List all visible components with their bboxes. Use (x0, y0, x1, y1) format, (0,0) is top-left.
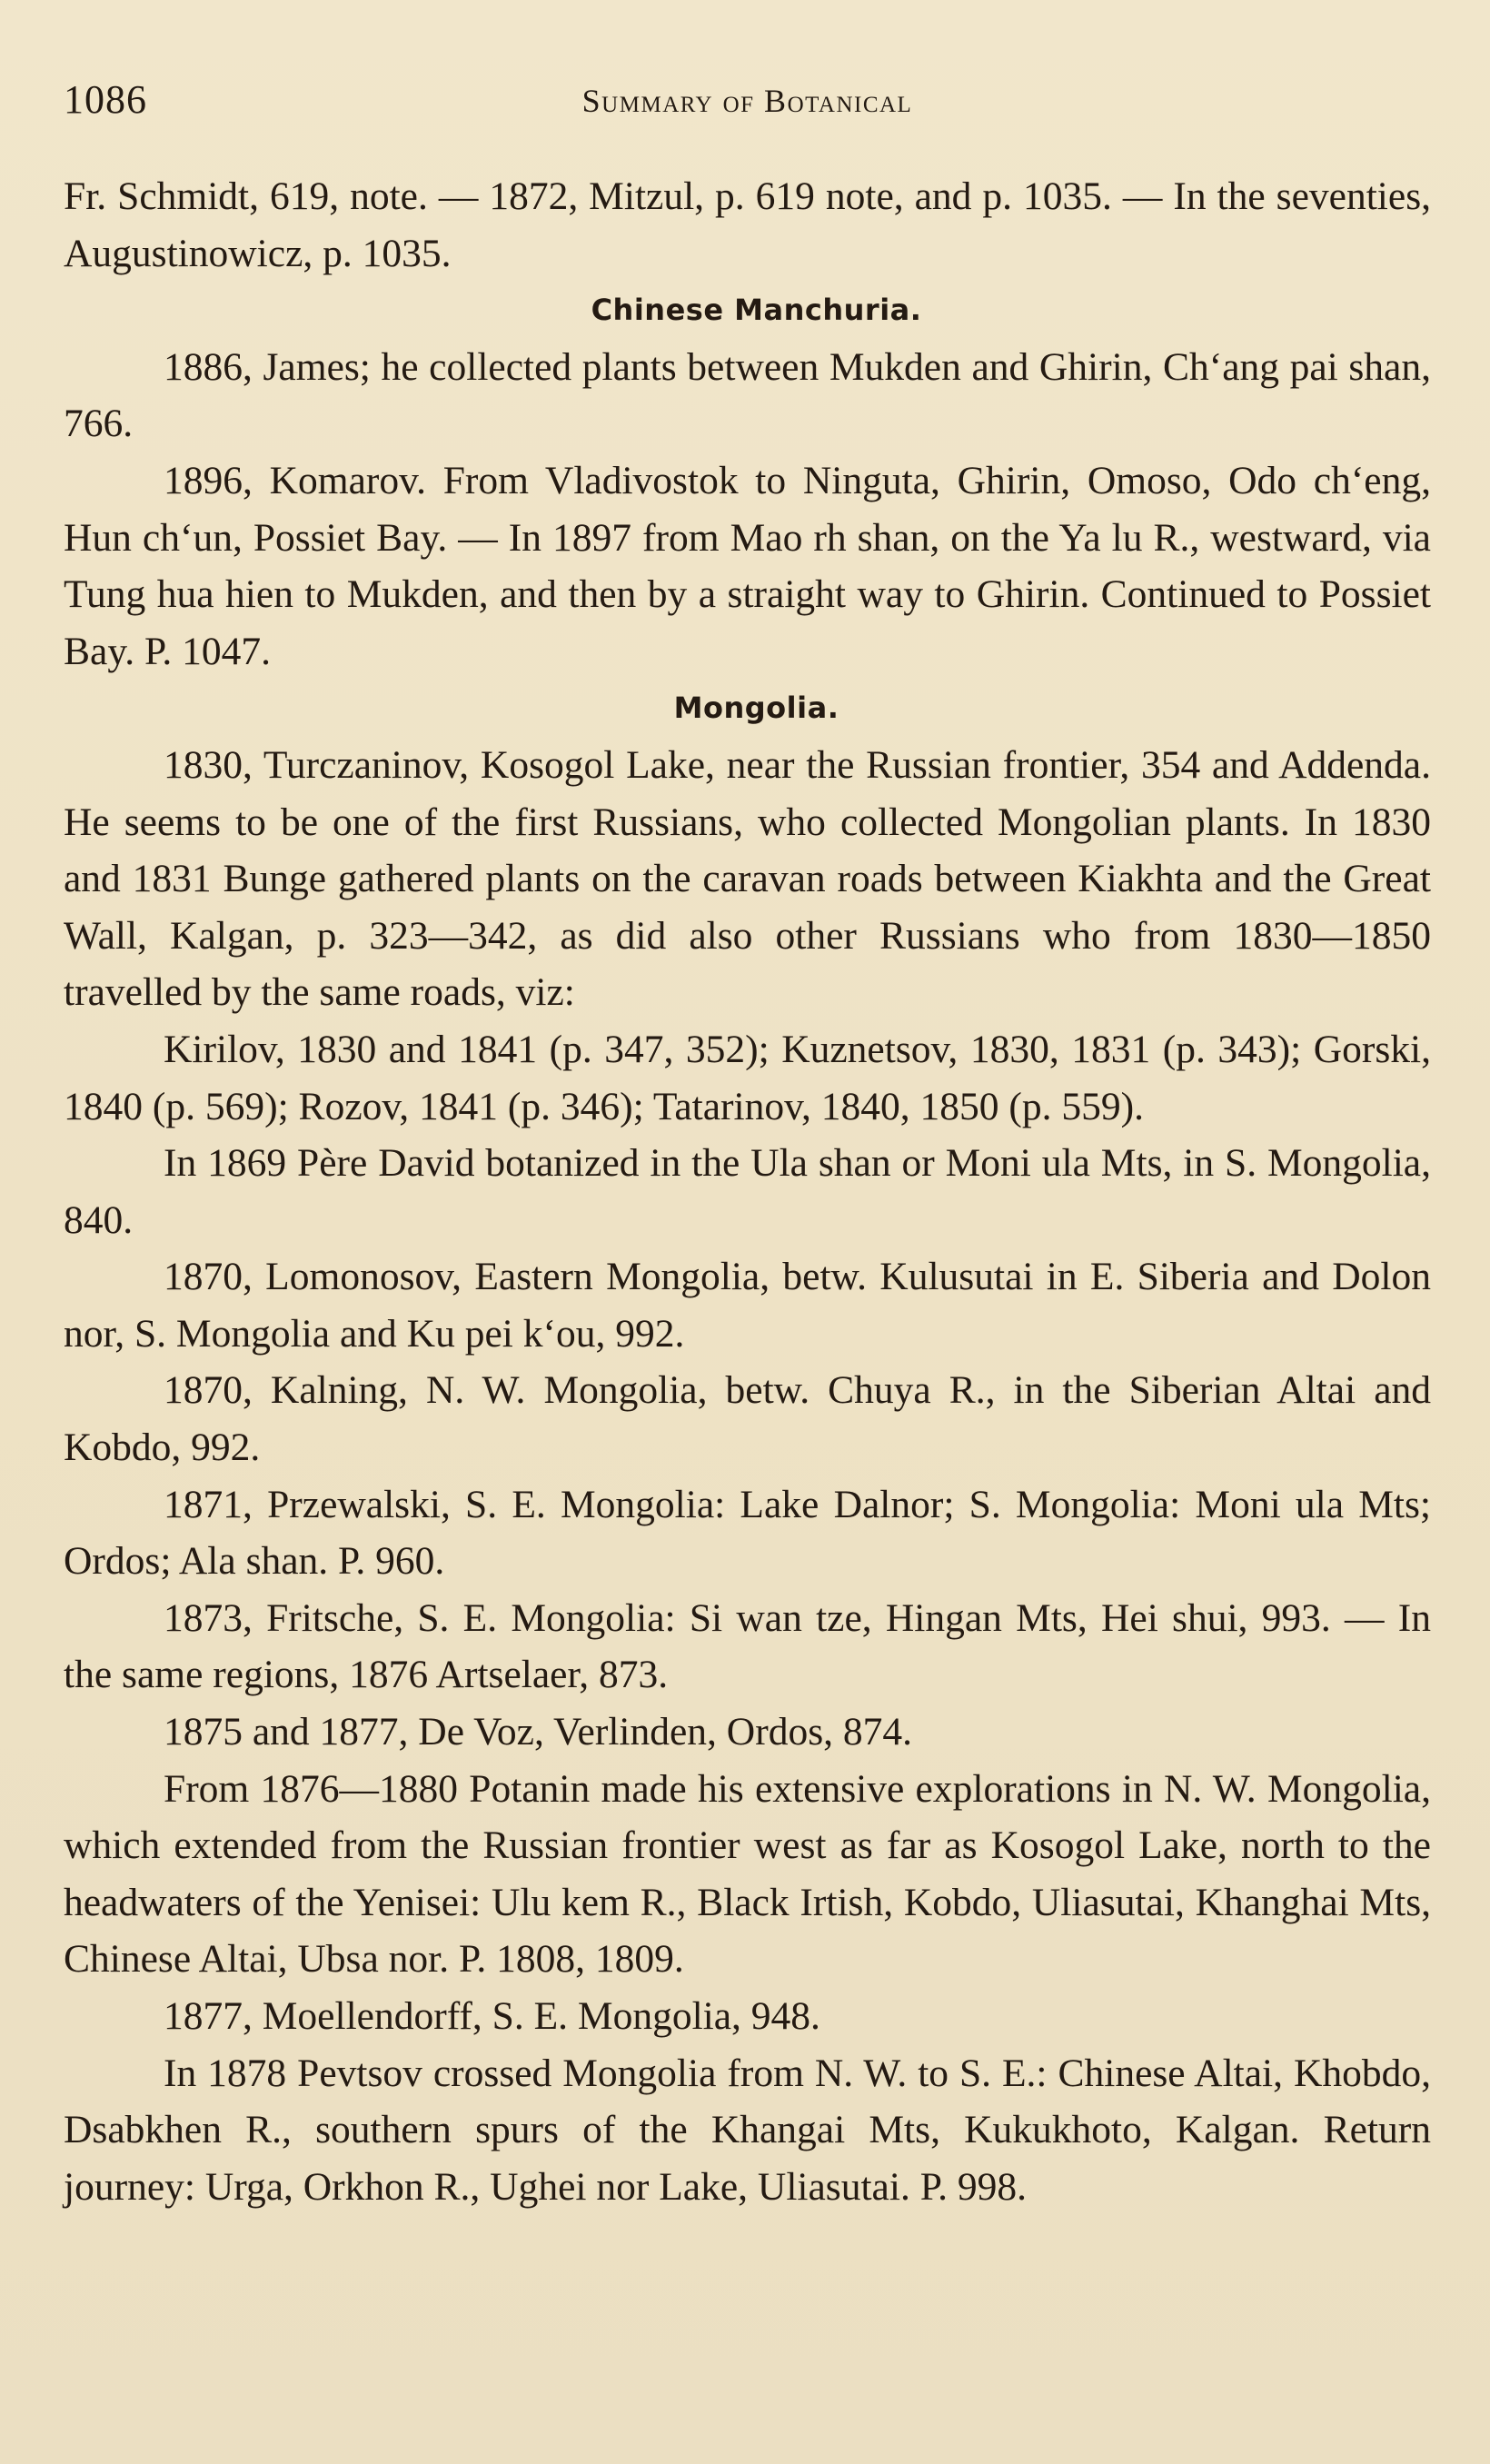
paragraph: 1896, Komarov. From Vladivostok to Ninguta, Ghirin, Omoso, Odo chʻeng, Hun chʻun, Possiet Bay. — In 1897 from Mao rh shan, on the Ya lu R., westward, via Tung hua hien to Mukden, and then by a straight way to Ghirin. Continued to Possiet Bay. P. 1047. (64, 458, 1431, 673)
continued-paragraph: Fr. Schmidt, 619, note. — 1872, Mitzul, p. 619 note, and p. 1035. — In the seventies, Augustinowicz, p. 1035. (64, 174, 1431, 275)
paragraph: 1873, Fritsche, S. E. Mongolia: Si wan tze, Hingan Mts, Hei shui, 993. — In the same regions, 1876 Artselaer, 873. (64, 1595, 1431, 1697)
paragraph: Kirilov, 1830 and 1841 (p. 347, 352); Kuznetsov, 1830, 1831 (p. 343); Gorski, 1840 (p. 569); Rozov, 1841 (p. 346); Tatarinov, 1840, 1850 (p. 559). (64, 1027, 1431, 1128)
section-heading-chinese-manchuria: Chinese Manchuria. (591, 293, 922, 328)
paragraph: In 1869 Père David botanized in the Ula shan or Moni ula Mts, in S. Mongolia, 840. (64, 1141, 1431, 1242)
paragraph: 1870, Lomonosov, Eastern Mongolia, betw. Kulusutai in E. Siberia and Dolon nor, S. Mongolia and Ku pei kʻou, 992. (64, 1255, 1431, 1356)
page-header (64, 76, 1431, 131)
page-body (64, 168, 1431, 2215)
paragraph: 1875 and 1877, De Voz, Verlinden, Ordos, 874. (164, 1710, 913, 1754)
paragraph: 1871, Przewalski, S. E. Mongolia: Lake Dalnor; S. Mongolia: Moni ula Mts; Ordos; Ala shan. P. 960. (64, 1482, 1431, 1584)
paragraph: In 1878 Pevtsov crossed Mongolia from N. W. to S. E.: Chinese Altai, Khobdo, Dsabkhen R., southern spurs of the Khangai Mts, Kukukhoto, Kalgan. Return journey: Urga, Orkhon R., Ughei nor Lake, Uliasutai. P. 998. (64, 2051, 1431, 2209)
running-head: Summary of Botanical (581, 83, 913, 119)
section-heading-mongolia: Mongolia. (673, 691, 839, 726)
paragraph: 1877, Moellendorff, S. E. Mongolia, 948. (164, 1994, 820, 2038)
page-number: 1086 (64, 77, 147, 122)
paragraph: 1886, James; he collected plants between Mukden and Ghirin, Chʻang pai shan, 766. (64, 344, 1431, 446)
paragraph: 1830, Turczaninov, Kosogol Lake, near the Russian frontier, 354 and Addenda. He seems to be one of the first Russians, who collected Mongolian plants. In 1830 and 1831 Bunge gathered plants on the caravan roads between Kiakhta and the Great Wall, Kalgan, p. 323—342, as did also other Russians who from 1830—1850 travelled by the same roads, viz: (64, 742, 1431, 1015)
paragraph: 1870, Kalning, N. W. Mongolia, betw. Chuya R., in the Siberian Altai and Kobdo, 992. (64, 1368, 1431, 1470)
paragraph: From 1876—1880 Potanin made his extensive explorations in N. W. Mongolia, which extended from the Russian frontier west as far as Kosogol Lake, north to the headwaters of the Yenisei: Ulu kem R., Black Irtish, Kobdo, Uliasutai, Khanghai Mts, Chinese Altai, Ubsa nor. P. 1808, 1809. (64, 1766, 1431, 1982)
